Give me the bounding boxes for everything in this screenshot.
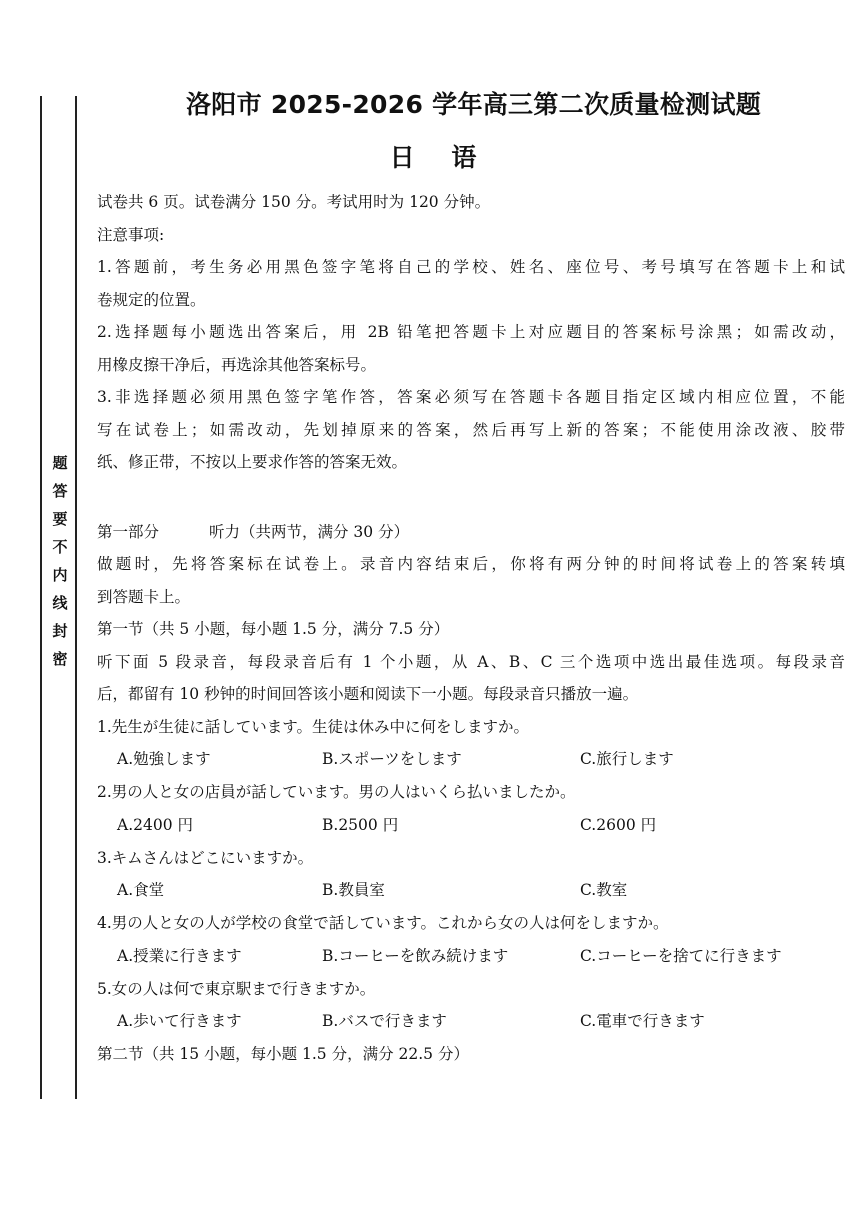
answer-options [97, 809, 845, 842]
option-c: C.コーヒーを捨てに行きます [580, 946, 782, 965]
notice-item-line: 2.选择题每小题选出答案后，用 2B 铅笔把答题卡上对应题目的答案标号涂黑；如需改动， [97, 323, 845, 341]
exam-content [97, 186, 845, 1071]
notice-label: 注意事项: [97, 225, 165, 244]
answer-options [97, 940, 845, 973]
section2-heading: 第二节（共 15 小题，每小题 1.5 分，满分 22.5 分） [97, 1045, 469, 1063]
option-b: B.コーヒーを飲み続けます [322, 946, 509, 965]
section1-directions-line: 后，都留有 10 秒钟的时间回答该小题和阅读下一小题。每段录音只播放一遍。 [97, 685, 639, 703]
notice-item-line: 纸、修正带，不按以上要求作答的答案无效。 [97, 453, 408, 471]
notice-item-line: 卷规定的位置。 [97, 290, 206, 309]
exam-intro: 试卷共 6 页。试卷满分 150 分。考试用时为 120 分钟。 [97, 193, 491, 211]
exam-title: 洛阳市 2025-2026 学年高三第二次质量检测试题 [186, 90, 762, 119]
seal-line-notice [50, 456, 70, 667]
binding-margin-line-outer [40, 96, 42, 1099]
seal-char: 题 [52, 454, 68, 472]
seal-char: 封 [52, 622, 68, 640]
part1-label: 第一部分 [97, 522, 160, 541]
option-c: C.2600 円 [580, 815, 657, 834]
option-b: B.バスで行きます [322, 1012, 447, 1030]
question-stem: 5.女の人は何で東京駅まで行きますか。 [97, 979, 376, 998]
exam-subject: 日 语 [389, 143, 491, 172]
option-a: A.歩いて行きます [117, 1012, 242, 1030]
seal-char: 线 [52, 594, 68, 612]
question-3 [97, 842, 845, 908]
answer-options [97, 1005, 845, 1038]
question-4 [97, 907, 845, 973]
seal-char: 要 [52, 510, 68, 528]
option-b: B.2500 円 [322, 815, 399, 834]
option-b: B.教員室 [322, 881, 385, 899]
part1-directions-line: 做题时，先将答案标在试卷上。录音内容结束后，你将有两分钟的时间将试卷上的答案转填 [97, 555, 845, 573]
question-1 [97, 711, 845, 777]
section1-directions-line: 听下面 5 段录音，每段录音后有 1 个小题，从 A、B、C 三个选项中选出最佳选项。每段录音 [97, 652, 845, 671]
question-stem: 3.キムさんはどこにいますか。 [97, 848, 314, 867]
option-c: C.旅行します [580, 750, 674, 768]
option-a: A.勉強します [117, 750, 211, 768]
seal-char: 不 [52, 538, 68, 556]
question-stem: 2.男の人と女の店員が話しています。男の人はいくら払いましたか。 [97, 783, 576, 801]
notice-item-3 [97, 381, 845, 479]
notice-item-1 [97, 251, 845, 316]
option-b: B.スポーツをします [322, 750, 462, 768]
seal-char: 密 [52, 650, 68, 668]
option-a: A.授業に行きます [117, 946, 242, 965]
notice-item-line: 写在试卷上；如需改动，先划掉原来的答案，然后再写上新的答案；不能使用涂改液、胶带 [97, 420, 845, 439]
option-a: A.2400 円 [117, 815, 193, 834]
section-spacer [97, 479, 845, 516]
question-2 [97, 776, 845, 842]
part1-directions-line: 到答题卡上。 [97, 587, 191, 606]
notice-item-line: 用橡皮擦干净后，再选涂其他答案标号。 [97, 355, 377, 374]
question-stem: 1.先生が生徒に話しています。生徒は休み中に何をしますか。 [97, 717, 530, 736]
option-c: C.教室 [580, 881, 628, 899]
notice-item-line: 1.答题前，考生务必用黑色签字笔将自己的学校、姓名、座位号、考号填写在答题卡上和试 [97, 258, 845, 276]
notice-item-line: 3.非选择题必须用黑色签字笔作答，答案必须写在答题卡各题目指定区域内相应位置，不能 [97, 388, 845, 406]
question-stem: 4.男の人と女の人が学校の食堂で話しています。これから女の人は何をしますか。 [97, 914, 669, 932]
seal-char: 答 [52, 482, 68, 500]
answer-options [97, 743, 845, 776]
part1-heading [97, 516, 845, 549]
question-5 [97, 973, 845, 1039]
part1-title: 听力（共两节，满分 30 分） [209, 522, 410, 541]
binding-margin-line-inner [75, 96, 77, 1099]
option-c: C.電車で行きます [580, 1012, 705, 1030]
section1-heading: 第一节（共 5 小题，每小题 1.5 分，满分 7.5 分） [97, 620, 450, 638]
seal-char: 内 [52, 566, 68, 584]
notice-item-2 [97, 316, 845, 381]
answer-options [97, 874, 845, 907]
option-a: A.食堂 [117, 881, 165, 899]
